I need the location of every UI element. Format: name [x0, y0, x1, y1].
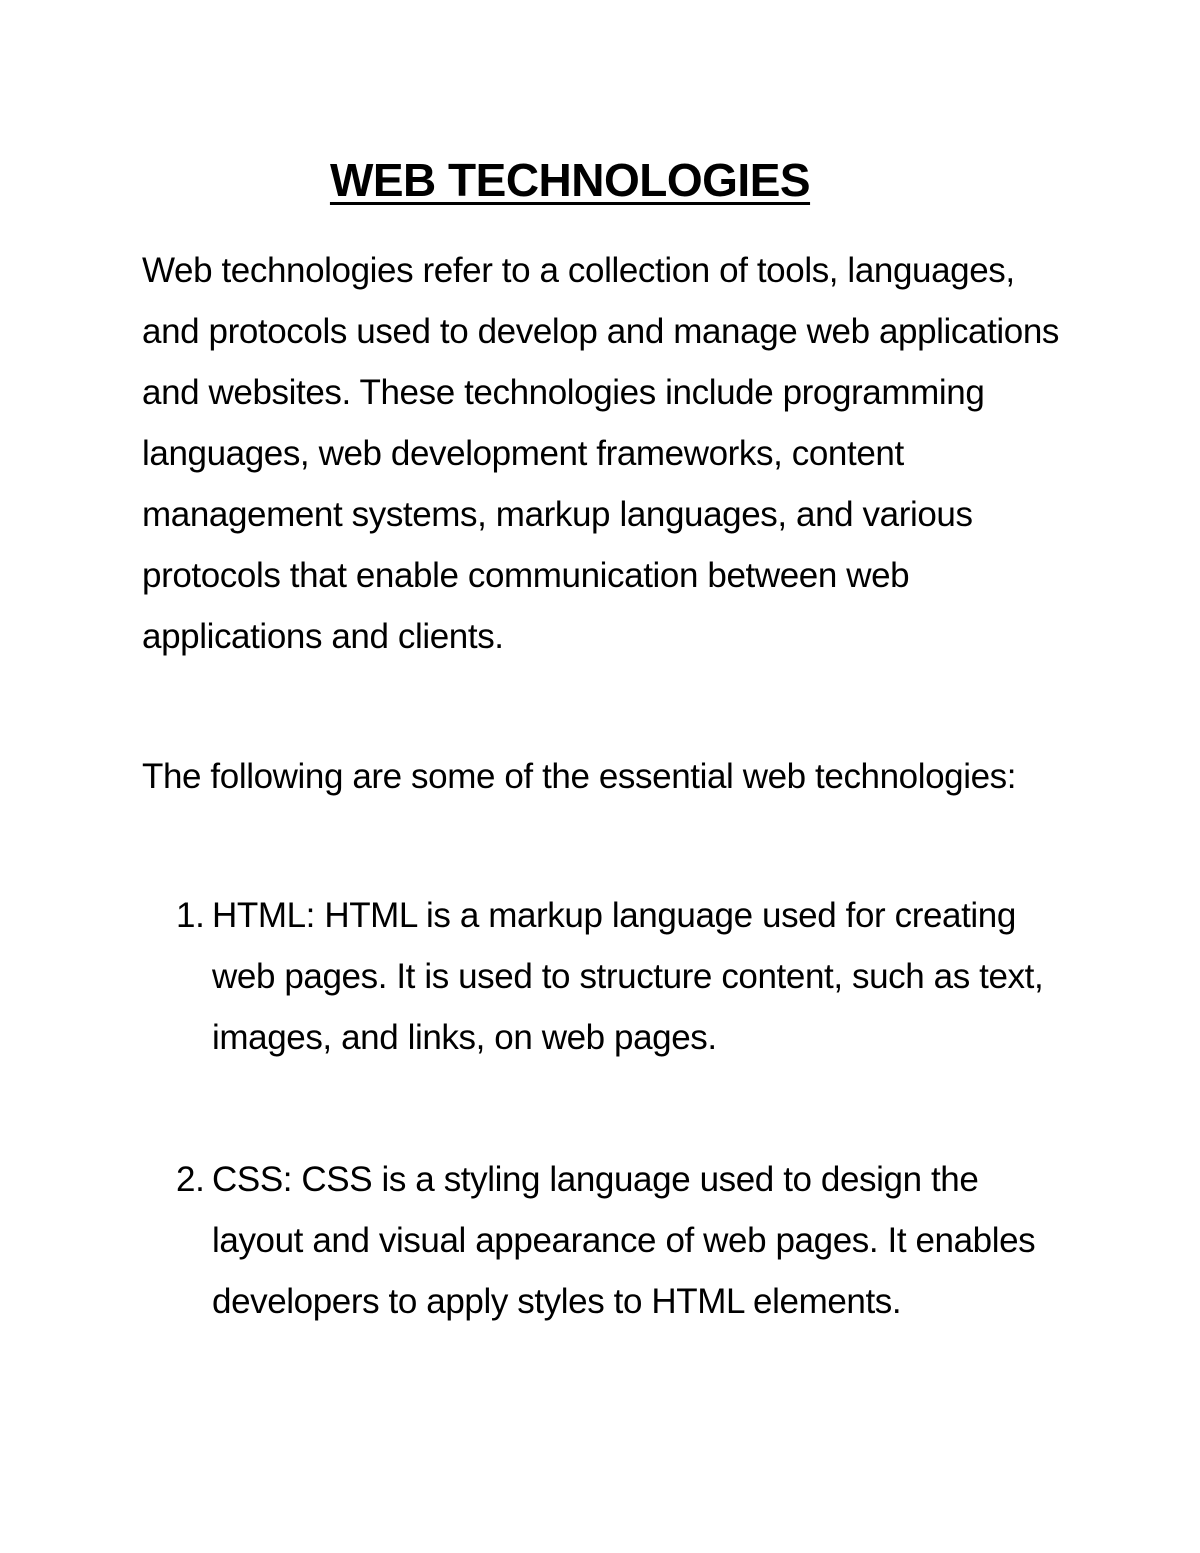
list-item-css — [142, 1149, 1072, 1332]
technology-list-part-2 — [142, 1149, 1072, 1332]
list-item-number: 1. — [176, 896, 205, 935]
list-item-html — [142, 885, 1072, 1068]
document-title-text: WEB TECHNOLOGIES — [329, 154, 811, 206]
list-item-text: CSS: CSS is a styling language used to design the layout and visual appearance of web pages. It enables developers to apply styles to HTML elements. — [212, 1160, 1036, 1321]
document-title — [0, 150, 1140, 210]
list-item-number: 2. — [176, 1160, 205, 1199]
technology-list-part-1 — [142, 885, 1072, 1068]
list-item-text: HTML: HTML is a markup language used for creating web pages. It is used to structure content, such as text, images, and links, on web pages. — [212, 896, 1044, 1057]
intro-paragraph: Web technologies refer to a collection of tools, languages, and protocols used to develop and manage web applications and websites. These technologies include programming languages, web development frameworks, content management systems, markup languages, and various protocols that enable communication between web applications and clients. — [142, 251, 1060, 656]
lead-in-paragraph: The following are some of the essential web technologies: — [142, 757, 1017, 796]
